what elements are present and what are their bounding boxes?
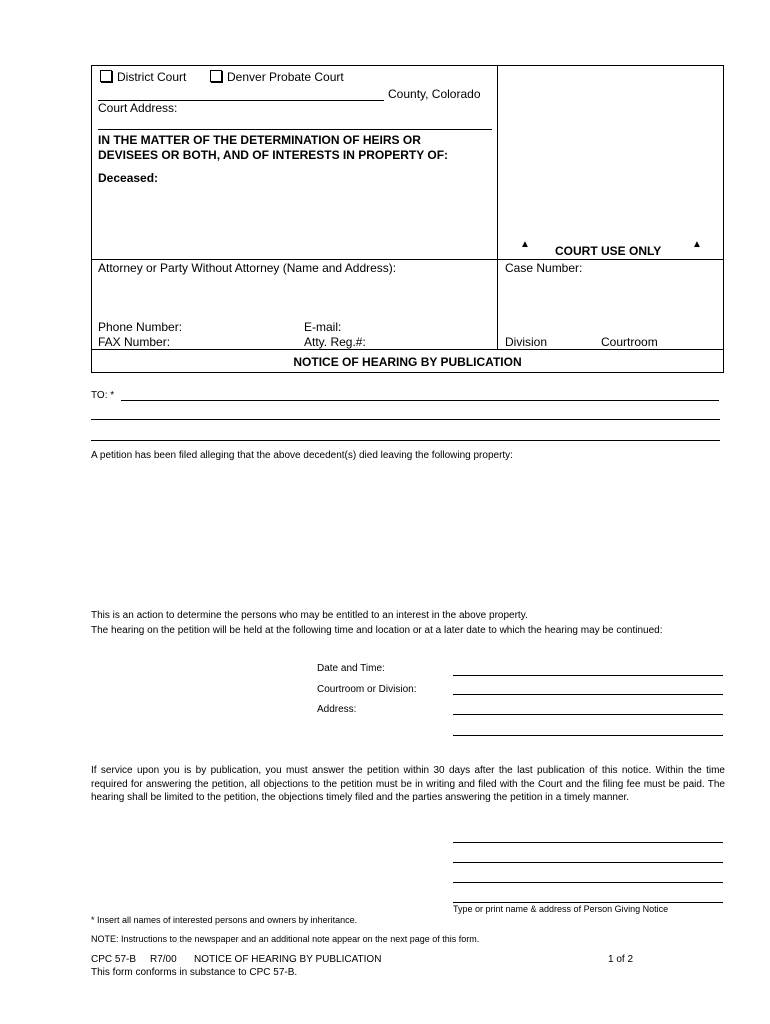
signature-blank-4[interactable] <box>453 902 723 903</box>
matter-title-line1: IN THE MATTER OF THE DETERMINATION OF HEIRS OR <box>98 133 421 147</box>
email-label: E-mail: <box>304 320 342 334</box>
note: NOTE: Instructions to the newspaper and an additional note appear on the next page of this form. <box>91 934 480 944</box>
signature-blank-1[interactable] <box>453 842 723 843</box>
to-label: TO: * <box>91 390 115 401</box>
courtroom-division-label: Courtroom or Division: <box>317 684 417 695</box>
date-time-blank[interactable] <box>453 675 723 676</box>
to-blank-2[interactable] <box>91 419 720 420</box>
district-court-option[interactable] <box>100 70 186 84</box>
courtroom-label: Courtroom <box>601 335 658 349</box>
attorney-label: Attorney or Party Without Attorney (Name and Address): <box>98 261 397 275</box>
district-court-label: District Court <box>117 70 187 84</box>
footnote: * Insert all names of interested persons and owners by inheritance. <box>91 915 358 925</box>
address-blank-1[interactable] <box>453 714 723 715</box>
footer-revision: R7/00 <box>150 954 177 965</box>
district-court-checkbox[interactable] <box>100 70 112 82</box>
probate-court-checkbox[interactable] <box>210 70 222 82</box>
court-address-blank[interactable] <box>98 129 492 130</box>
address-blank-2[interactable] <box>453 735 723 736</box>
atty-reg-label: Atty. Reg.#: <box>304 335 366 349</box>
caption-divider-1 <box>91 259 724 260</box>
footer-page: 1 of 2 <box>608 954 634 965</box>
case-number-label: Case Number: <box>505 261 583 275</box>
to-blank-1[interactable] <box>121 400 719 401</box>
division-label: Division <box>505 335 548 349</box>
fax-label: FAX Number: <box>98 335 171 349</box>
arrow-up-icon: ▲ <box>692 239 702 250</box>
petition-text: A petition has been filed alleging that the above decedent(s) died leaving the following property: <box>91 450 513 461</box>
court-use-only: COURT USE ONLY <box>555 244 662 258</box>
action-line2: The hearing on the petition will be held at the following time and location or at a later date to which the hearing may be continued: <box>91 625 663 636</box>
to-blank-3[interactable] <box>91 440 720 441</box>
action-line1: This is an action to determine the persons who may be entitled to an interest in the above property. <box>91 610 528 621</box>
signature-label: Type or print name & address of Person Giving Notice <box>453 904 669 914</box>
county-suffix: County, Colorado <box>388 87 481 101</box>
address-label: Address: <box>317 704 357 715</box>
matter-title-line2: DEVISEES OR BOTH, AND OF INTERESTS IN PROPERTY OF: <box>98 148 449 162</box>
footer-form-id: CPC 57-B <box>91 954 137 965</box>
signature-blank-2[interactable] <box>453 862 723 863</box>
caption-divider-2 <box>91 349 724 350</box>
footer-conformance: This form conforms in substance to CPC 57-B. <box>91 967 298 978</box>
service-text: If service upon you is by publication, you must answer the petition within 30 days after the last publication of this notice. Within the time required for answering the petition, all objections to the petition must be in writing and filed with the Court and the filing fee must be paid. The hearing shall be limited to the petition, the objections timely filed and the parties answering the petition in a timely manner. <box>91 765 725 803</box>
deceased-label: Deceased: <box>98 171 159 185</box>
footer-form-name: NOTICE OF HEARING BY PUBLICATION <box>194 954 382 965</box>
caption-divider-vertical <box>497 65 498 349</box>
caption-box <box>91 65 724 373</box>
court-address-label: Court Address: <box>98 101 178 115</box>
probate-court-option[interactable] <box>210 70 344 84</box>
probate-court-label: Denver Probate Court <box>227 70 344 84</box>
date-time-label: Date and Time: <box>317 663 385 674</box>
signature-blank-3[interactable] <box>453 882 723 883</box>
arrow-up-icon: ▲ <box>520 239 530 250</box>
form-title: NOTICE OF HEARING BY PUBLICATION <box>293 355 522 369</box>
courtroom-division-blank[interactable] <box>453 694 723 695</box>
phone-label: Phone Number: <box>98 320 183 334</box>
